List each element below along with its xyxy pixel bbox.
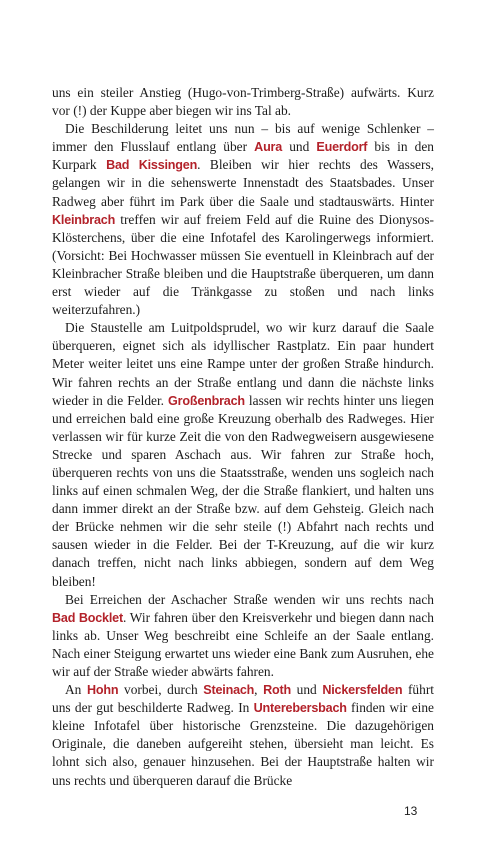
text-run: bis in den Kurpark	[52, 139, 434, 173]
text-run: Die Beschilderung leitet uns nun – bis auf wenige Schlenker – immer den Flusslauf entlang über	[52, 121, 434, 155]
place-name: Hohn	[87, 683, 119, 698]
text-run: treffen wir auf freiem Feld auf die Ruine des Dionysos-Klösterchens, über die eine Infotafel des Karolingerwegs informiert. (Vorsicht: Bei Hochwasser müssen Sie eventuell in Kleinbrach auf der Kleinbracher Straße bleiben und die Hauptstraße überqueren, um dann erst wieder auf die Tränkgasse zu stoßen und nach links weiterzufahren.)	[52, 211, 434, 318]
text-run: und	[291, 682, 323, 698]
text-run: und	[282, 139, 317, 155]
text-run: finden wir eine kleine Infotafel über historische Grenzsteine. Die dazugehörigen Originale, die daneben aufgereiht stehen, übersieht man leicht. Es lohnt sich also, genauer hinzusehen. Bei der Hauptstraße halten wir uns rechts und überqueren darauf die Brücke	[52, 700, 434, 788]
paragraph	[52, 681, 434, 790]
place-name: Steinach	[203, 683, 255, 698]
place-name: Kleinbrach	[52, 212, 116, 227]
text-run: Bei Erreichen der Aschacher Straße wenden wir uns rechts nach	[65, 591, 434, 607]
text-run: lassen wir rechts hinter uns liegen und erreichen bald eine große Kreuzung oberhalb des Radweges. Hier verlassen wir für kurze Zeit die von den Radwegweisern ausgewiesene Strecke und sparen Aschach aus. Wir fahren zur Straße hoch, überqueren rechts von uns die Staatsstraße, wenden uns sogleich nach links auf einen schmalen Weg, der die Straße flankiert, und halten uns dann immer direkt an der Straße bzw. auf dem Gehsteig. Gleich nach der Brücke nehmen wir die sehr steile (!) Abfahrt nach rechts und sausen wieder in die Felder. Bei der T-Kreuzung, auf die wir kurz danach treffen, nicht nach links abbiegen, sondern auf dem Weg bleiben!	[52, 392, 435, 589]
place-name: Euerdorf	[316, 140, 368, 155]
text-run: Die Staustelle am Luitpoldsprudel, wo wir kurz darauf die Saale überqueren, eignet sich als idyllischer Rastplatz. Ein paar hundert Meter weiter leitet uns eine Rampe unter der großen Straße hindurch. Wir fahren rechts an der Straße entlang und dann die nächste links wieder in die Felder.	[52, 320, 434, 408]
body-text	[52, 84, 434, 790]
text-run: An	[65, 682, 87, 698]
page-number: 13	[404, 804, 418, 818]
place-name: Aura	[254, 140, 283, 155]
place-name: Unterebersbach	[253, 701, 347, 716]
text-run: uns ein steiler Anstieg (Hugo-von-Trimberg-Straße) aufwärts. Kurz vor (!) der Kuppe aber biegen wir ins Tal ab.	[52, 85, 434, 119]
paragraph	[52, 319, 434, 590]
place-name: Großenbrach	[168, 393, 245, 408]
text-run: . Bleiben wir hier rechts des Wassers, gelangen wir in die sehenswerte Innenstadt des Staatsbades. Unser Radweg aber führt im Park über die Saale und stadtauswärts. Hinter	[52, 157, 435, 209]
paragraph	[52, 84, 434, 120]
place-name: Roth	[263, 683, 292, 698]
text-run: ,	[254, 682, 264, 698]
text-run: führt uns der gut beschilderte Radweg. In	[52, 682, 434, 716]
paragraph	[52, 120, 434, 319]
text-run: . Wir fahren über den Kreisverkehr und biegen dann nach links ab. Unser Weg beschreibt eine Schleife an der Saale entlang. Nach einer Steigung erwartet uns wieder eine Bank zum Ausruhen, ehe wir auf der Straße wieder abwärts fahren.	[52, 609, 434, 679]
place-name: Nickersfelden	[322, 683, 403, 698]
paragraph	[52, 591, 434, 681]
text-run: vorbei, durch	[118, 682, 204, 698]
place-name: Bad Kissingen	[106, 158, 198, 173]
place-name: Bad Bocklet	[52, 610, 123, 625]
